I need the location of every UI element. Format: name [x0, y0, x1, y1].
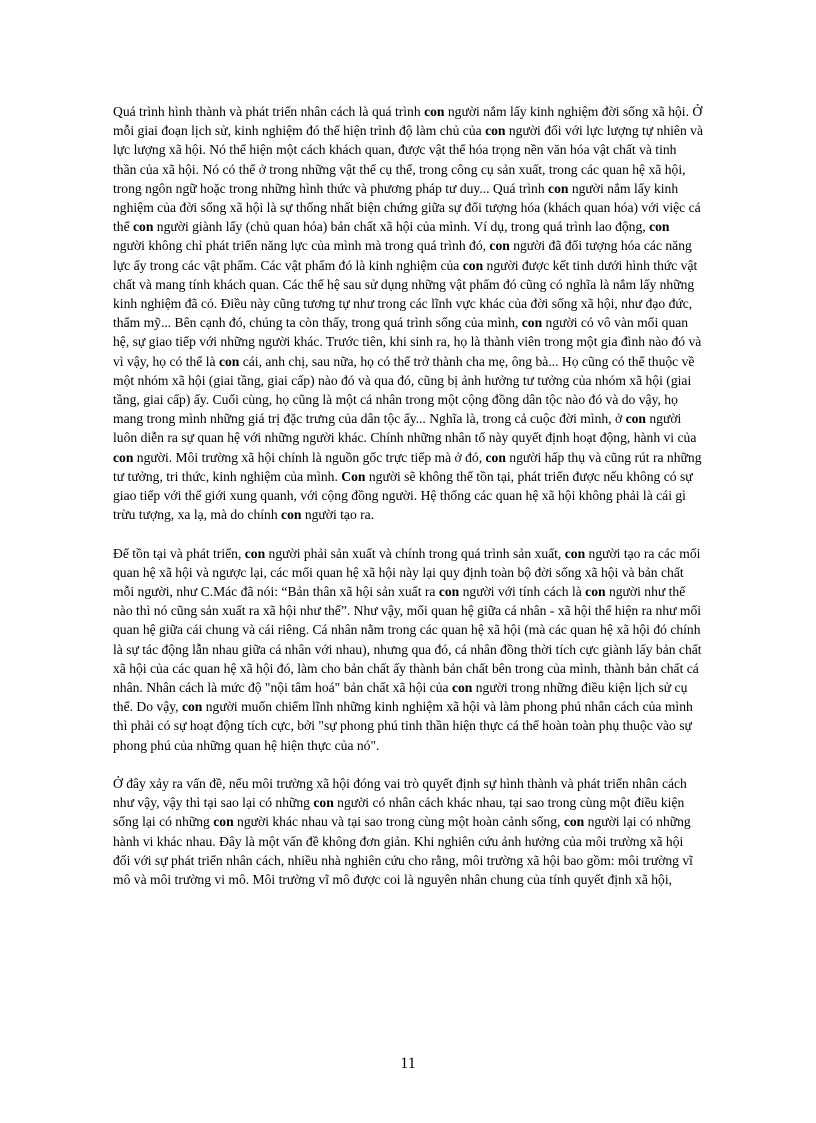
- bold-keyword: con: [438, 584, 460, 600]
- bold-keyword: con: [424, 104, 445, 119]
- bold-keyword: con: [133, 219, 154, 235]
- text-run: người như thế nào thì nó cũng sản xuất ra xã hội như thế”. Như vậy, mối quan hệ giữa cá nhân - xã hội thể hiện ra như mối quan hệ giữa cái chung và cái riêng. Cá nhân nằm trong các quan hệ xã hội (mà các quan hệ xã hội đó chính là sự tác động lẫn nhau giữa cá nhân với nhau), nhưng qua đó, cá nhân đồng thời tích cực giành lấy bản chất xã hội của các quan hệ xã hội đó, làm cho bản chất ấy thành bản chất bên trong của mình, thành bản chất cá nhân. Nhân cách là mức độ "nội tâm hoá" bản chất xã hội của: [113, 584, 702, 696]
- paragraph: [113, 774, 703, 889]
- text-run: người phải sản xuất và chính trong quá trình sản xuất,: [265, 545, 565, 561]
- text-run: người giành lấy (chủ quan hóa) bản chất xã hội của mình. Ví dụ, trong quá trình lao động,: [153, 219, 650, 235]
- text-run: người trong những điều kiện lịch sử cụ thể. Do vậy,: [113, 680, 688, 715]
- bold-keyword: con: [563, 814, 585, 830]
- bold-keyword: con: [485, 123, 506, 139]
- text-run: người được kết tinh dưới hình thức vật chất và mang tính khách quan. Các thế hệ sau sử dụng những vật phẩm đó cũng có nghĩa là nắm lấy những kinh nghiệm đã có. Điều này cũng tương tự như trong các lĩnh vực khác của đời sống xã hội, như đạo đức, thẩm mỹ... Bên cạnh đó, chúng ta còn thấy, trong quá trình sống của mình,: [113, 257, 698, 331]
- text-run: người nắm lấy kinh nghiệm đời sống xã hội. Ở mỗi giai đoạn lịch sử, kinh nghiệm đó thể hiện trình độ làm chủ của: [113, 104, 703, 139]
- text-run: người đã đối tượng hóa các năng lực ấy trong các vật phẩm. Các vật phẩm đó là kinh nghiệm của: [113, 238, 692, 273]
- text-run: cái, anh chị, sau nữa, họ có thể trở thành cha mẹ, ông bà... Họ cũng có thể thuộc về một nhóm xã hội (giai tầng, giai cấp) nào đó và qua đó, cũng bị ảnh hưởng tư tưởng của nhóm xã hội (giai tầng, giai cấp) ấy. Cuối cùng, họ cũng là một cá nhân trong một cộng đồng dân tộc nào đó và do vậy, họ mang trong mình những giá trị đặc trưng của dân tộc ấy... Nghĩa là, trong cả cuộc đời mình, ở: [113, 353, 695, 427]
- paragraph: [113, 544, 703, 755]
- bold-keyword: con: [564, 545, 586, 561]
- bold-keyword: con: [649, 219, 670, 235]
- text-run: người tạo ra các mối quan hệ xã hội và ngược lại, các mối quan hệ xã hội này lại quy định toàn bộ đời sống xã hội và bản chất mỗi người, như C.Mác đã nói: “Bản thân xã hội sản xuất ra: [113, 545, 701, 600]
- text-run: người tạo ra.: [301, 507, 375, 523]
- bold-keyword: con: [548, 180, 569, 196]
- bold-keyword: con: [313, 795, 334, 811]
- bold-keyword: Con: [341, 468, 366, 484]
- text-run: người lại có những hành vi khác nhau. Đây là một vấn đề không đơn giản. Khi nghiên cứu ảnh hưởng của môi trường xã hội đối với sự phát triển nhân cách, nhiều nhà nghiên cứu cho rằng, môi trường xã hội bao gồm: môi trường vĩ mô và môi trường vi mô. Môi trường vĩ mô được coi là nguyên nhân chung của tính quyết định xã hội,: [113, 814, 693, 888]
- text-run: người luôn diễn ra sự quan hệ với những người khác. Chính những nhân tố này quyết định hoạt động, hành vi của: [113, 411, 697, 446]
- text-run: Để tồn tại và phát triển,: [113, 545, 245, 561]
- text-run: người có nhân cách khác nhau, tại sao trong cùng một điều kiện sống lại có những: [113, 795, 685, 830]
- bold-keyword: con: [244, 545, 266, 561]
- bold-keyword: con: [113, 449, 134, 465]
- bold-keyword: con: [181, 699, 203, 715]
- text-run: người sẽ không thể tồn tại, phát triển được nếu không có sự giao tiếp với thế giới xung quanh, với cộng đồng người. Hệ thống các quan hệ xã hội không phải là cái gì trừu tượng, xa lạ, mà do chính: [113, 468, 693, 523]
- text-run: người hấp thụ và cũng rút ra những tư tưởng, tri thức, kinh nghiệm của mình.: [113, 449, 702, 484]
- text-run: người khác nhau và tại sao trong cùng một hoàn cảnh sống,: [233, 814, 564, 830]
- bold-keyword: con: [281, 507, 302, 523]
- bold-keyword: con: [451, 680, 473, 696]
- bold-keyword: con: [625, 411, 646, 427]
- text-run: người không chỉ phát triển năng lực của mình mà trong quá trình đó,: [113, 238, 490, 254]
- bold-keyword: con: [218, 353, 240, 369]
- text-run: Quá trình hình thành và phát triển nhân cách là quá trình: [113, 104, 425, 119]
- bold-keyword: con: [585, 584, 606, 600]
- bold-keyword: con: [485, 449, 506, 465]
- text-run: người có vô vàn mối quan hệ, sự giao tiếp với những người khác. Trước tiên, khi sinh ra, họ là thành viên trong một gia đình nào đó và vì vậy, họ có thể là: [113, 315, 702, 369]
- text-run: người với tính cách là: [459, 584, 586, 600]
- bold-keyword: con: [521, 315, 543, 331]
- bold-keyword: con: [213, 814, 234, 830]
- bold-keyword: con: [462, 257, 484, 273]
- body-text: [113, 102, 703, 908]
- bold-keyword: con: [489, 238, 510, 254]
- text-run: Ở đây xảy ra vấn đề, nếu môi trường xã hội đóng vai trò quyết định sự hình thành và phát triển nhân cách như vậy, vậy thì tại sao lại có những: [113, 776, 687, 811]
- text-run: người muốn chiếm lĩnh những kinh nghiệm xã hội và làm phong phú nhân cách của mình thì phải có sự hoạt động tích cực, bởi "sự phong phú tinh thần hiện thực cá thể hoàn toàn phụ thuộc vào sự phong phú của những quan hệ hiện thực của nó".: [113, 699, 693, 753]
- paragraph: [113, 102, 703, 524]
- text-run: người đối với lực lượng tự nhiên và lực lượng xã hội. Nó thể hiện một cách khách quan, được vật thể hóa trọng nền văn hóa vật chất và tinh thần của xã hội. Nó có thể ở trong những vật thể cụ thể, trong công cụ sản xuất, trong các quan hệ xã hội, trong ngôn ngữ hoặc trong những hình thức và phương pháp tư duy... Quá trình: [113, 123, 703, 196]
- text-run: người nắm lấy kinh nghiệm của đời sống xã hội là sự thống nhất biện chứng giữa sự đối tượng hóa (khách quan hóa) với việc cá thể: [113, 180, 701, 235]
- page-number: 11: [400, 1055, 416, 1072]
- text-run: người. Môi trường xã hội chính là nguồn gốc trực tiếp mà ở đó,: [133, 449, 486, 465]
